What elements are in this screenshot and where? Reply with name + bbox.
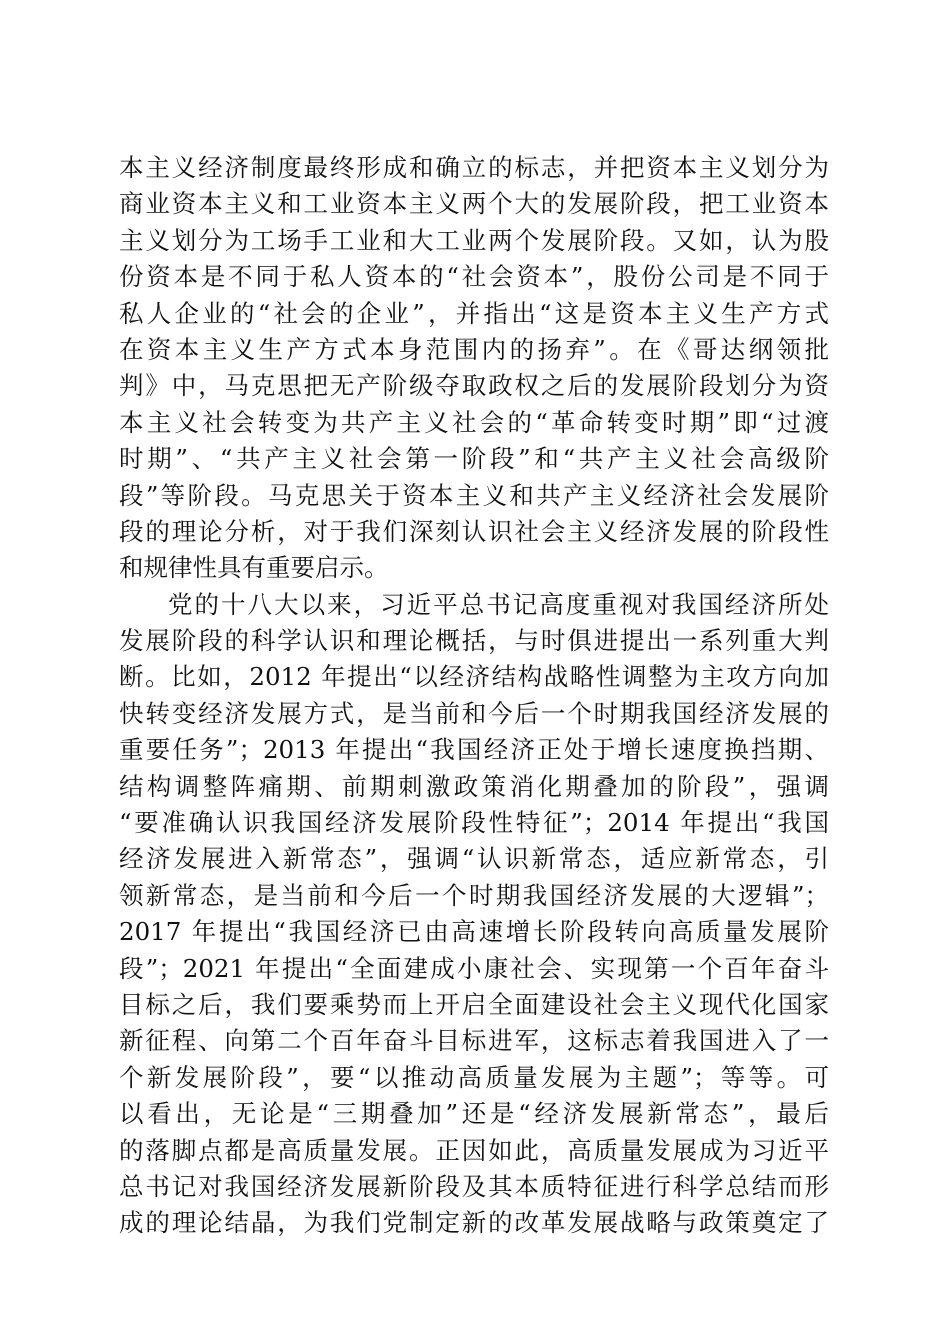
text-line: 成的理论结晶，为我们党制定新的改革发展战略与政策奠定了	[119, 1208, 829, 1238]
text-line: 段的理论分析，对于我们深刻认识社会主义经济发展的阶段性	[119, 516, 829, 546]
text-line: 时期”、“共产主义社会第一阶段”和“共产主义社会高级阶	[119, 444, 829, 474]
text-line: 重要任务”；2013 年提出“我国经济正处于增长速度换挡期、	[119, 735, 829, 765]
text-line: 断。比如，2012 年提出“以经济结构战略性调整为主攻方向加	[119, 662, 829, 692]
text-line: 快转变经济发展方式，是当前和今后一个时期我国经济发展的	[119, 698, 829, 728]
text-line: 个新发展阶段”，要“以推动高质量发展为主题”；等等。可	[119, 1062, 829, 1092]
text-line: 份资本是不同于私人资本的“社会资本”，股份公司是不同于	[119, 262, 829, 292]
text-line: “要准确认识我国经济发展阶段性特征”；2014 年提出“我国	[119, 808, 829, 838]
text-line: 目标之后，我们要乘势而上开启全面建设社会主义现代化国家	[119, 989, 829, 1019]
text-line: 领新常态，是当前和今后一个时期我国经济发展的大逻辑”；	[119, 880, 829, 910]
paragraph-start-line: 党的十八大以来，习近平总书记高度重视对我国经济所处	[168, 589, 829, 619]
text-line: 段”等阶段。马克思关于资本主义和共产主义经济社会发展阶	[119, 480, 829, 510]
text-line: 和规律性具有重要启示。	[119, 553, 389, 583]
text-line: 发展阶段的科学认识和理论概括，与时俱进提出一系列重大判	[119, 626, 829, 656]
body-text	[119, 150, 829, 1242]
text-line: 在资本主义生产方式本身范围内的扬弃”。在《哥达纲领批	[119, 334, 829, 364]
text-line: 本主义经济制度最终形成和确立的标志，并把资本主义划分为	[119, 153, 829, 182]
text-line: 商业资本主义和工业资本主义两个大的发展阶段，把工业资本	[119, 189, 829, 219]
text-line: 结构调整阵痛期、前期刺激政策消化期叠加的阶段”，强调	[119, 771, 829, 801]
text-line: 主义划分为工场手工业和大工业两个发展阶段。又如，认为股	[119, 225, 829, 255]
text-line: 的落脚点都是高质量发展。正因如此，高质量发展成为习近平	[119, 1135, 829, 1165]
text-line: 判》中，马克思把无产阶级夺取政权之后的发展阶段划分为资	[119, 371, 829, 401]
text-line: 2017 年提出“我国经济已由高速增长阶段转向高质量发展阶	[119, 917, 829, 947]
text-line: 总书记对我国经济发展新阶段及其本质特征进行科学总结而形	[119, 1171, 829, 1201]
text-line: 经济发展进入新常态”，强调“认识新常态，适应新常态，引	[119, 844, 829, 874]
text-line: 私人企业的“社会的企业”，并指出“这是资本主义生产方式	[119, 298, 829, 328]
text-line: 新征程、向第二个百年奋斗目标进军，这标志着我国进入了一	[119, 1026, 829, 1056]
text-line: 本主义社会转变为共产主义社会的“革命转变时期”即“过渡	[119, 407, 829, 437]
text-line: 段”；2021 年提出“全面建成小康社会、实现第一个百年奋斗	[119, 953, 829, 983]
text-line: 以看出，无论是“三期叠加”还是“经济发展新常态”，最后	[119, 1099, 829, 1129]
